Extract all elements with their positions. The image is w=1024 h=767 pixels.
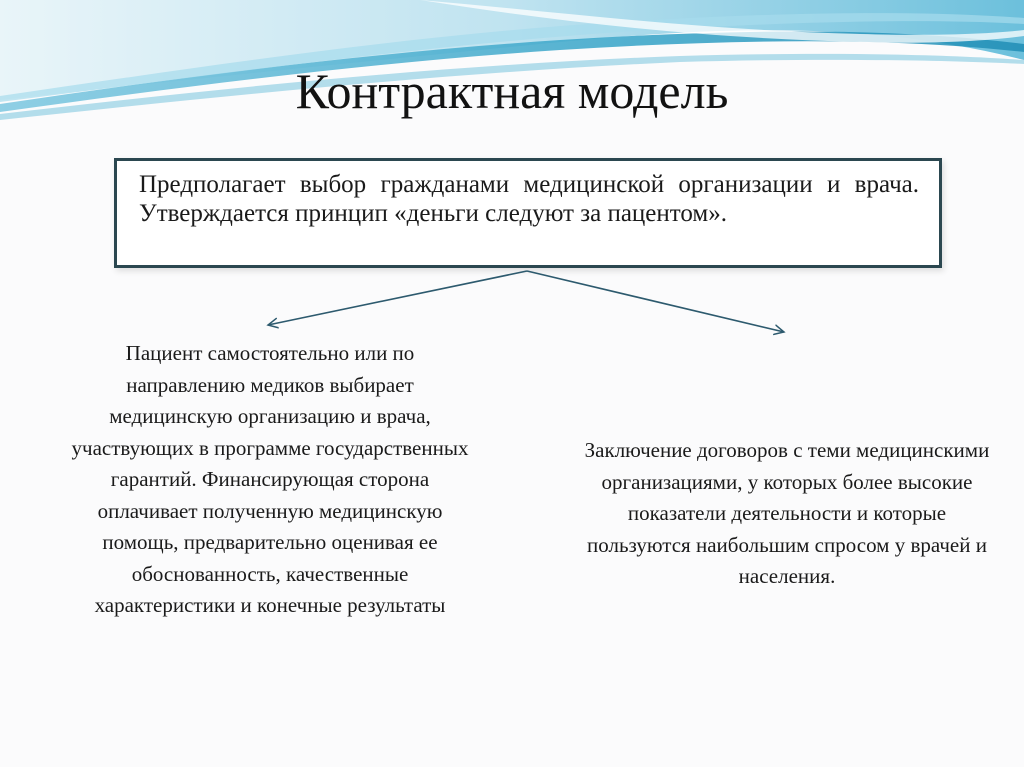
definition-text: Предполагает выбор гражданами медицинской организации и врача. Утверждается принцип «деньги следуют за пацентом». — [139, 171, 919, 227]
slide-title: Контрактная модель — [295, 63, 729, 119]
arrow-left — [268, 271, 527, 325]
left-description: Пациент самостоятельно или по направлению медиков выбирает медицинскую организацию и врача, участвующих в программе государственных гарантий. Финансирующая сторона оплачивает полученную медицинскую помощь, предварительно оценивая ее обоснованность, качественные характеристики и конечные результаты — [71, 341, 469, 617]
definition-box — [114, 158, 942, 268]
right-description: Заключение договоров с теми медицинскими организациями, у которых более высокие показатели деятельности и которые пользуются наибольшим спросом у врачей и населения. — [584, 438, 990, 588]
arrow-right — [527, 271, 784, 332]
